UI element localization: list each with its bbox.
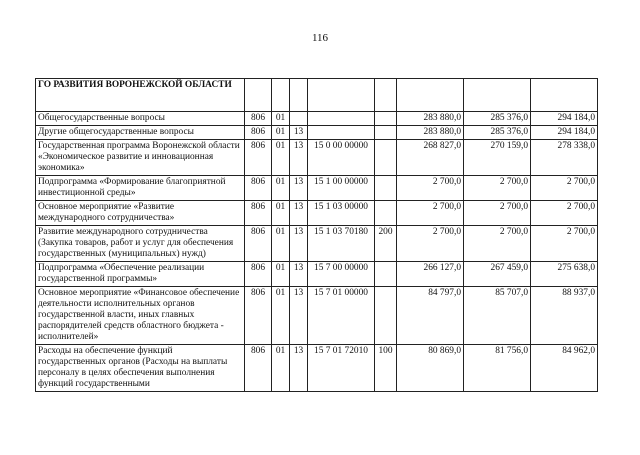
- amount-year1-cell: 2 700,0: [397, 226, 464, 262]
- table-row: [36, 126, 598, 140]
- amount-year2-cell: 267 459,0: [464, 262, 531, 287]
- admin-code-cell: 806: [245, 262, 272, 287]
- amount-year1-cell: 283 880,0: [397, 112, 464, 126]
- row-name-cell: Подпрограмма «Формирование благоприятной инвестиционной среды»: [36, 176, 245, 201]
- section-code-cell: 01: [272, 226, 290, 262]
- section-code-cell: 01: [272, 112, 290, 126]
- empty-cell: [375, 79, 397, 112]
- target-article-cell: 15 1 00 00000: [308, 176, 375, 201]
- budget-table: [35, 78, 598, 392]
- amount-year3-cell: 294 184,0: [531, 126, 598, 140]
- amount-year3-cell: 84 962,0: [531, 345, 598, 392]
- amount-year1-cell: 80 869,0: [397, 345, 464, 392]
- empty-cell: [464, 79, 531, 112]
- admin-code-cell: 806: [245, 345, 272, 392]
- table-header-row: [36, 79, 598, 112]
- amount-year1-cell: 2 700,0: [397, 176, 464, 201]
- section-code-cell: 01: [272, 287, 290, 345]
- amount-year2-cell: 2 700,0: [464, 201, 531, 226]
- empty-cell: [531, 79, 598, 112]
- amount-year2-cell: 2 700,0: [464, 176, 531, 201]
- section-title-cell: ГО РАЗВИТИЯ ВОРОНЕЖСКОЙ ОБЛАСТИ: [36, 79, 245, 112]
- table-row: [36, 262, 598, 287]
- admin-code-cell: 806: [245, 176, 272, 201]
- empty-cell: [272, 79, 290, 112]
- amount-year1-cell: 84 797,0: [397, 287, 464, 345]
- amount-year2-cell: 2 700,0: [464, 226, 531, 262]
- subsection-code-cell: 13: [290, 287, 308, 345]
- amount-year3-cell: 294 184,0: [531, 112, 598, 126]
- subsection-code-cell: 13: [290, 201, 308, 226]
- row-name-cell: Другие общегосударственные вопросы: [36, 126, 245, 140]
- expense-type-cell: [375, 262, 397, 287]
- amount-year3-cell: 2 700,0: [531, 201, 598, 226]
- table-row: [36, 201, 598, 226]
- amount-year2-cell: 81 756,0: [464, 345, 531, 392]
- section-code-cell: 01: [272, 262, 290, 287]
- amount-year1-cell: 266 127,0: [397, 262, 464, 287]
- empty-cell: [245, 79, 272, 112]
- row-name-cell: Основное мероприятие «Финансовое обеспечение деятельности исполнительных органов государственной власти, иных главных распорядителей средств областного бюджета - исполнителей»: [36, 287, 245, 345]
- section-code-cell: 01: [272, 126, 290, 140]
- target-article-cell: 15 1 03 70180: [308, 226, 375, 262]
- empty-cell: [290, 79, 308, 112]
- target-article-cell: 15 7 00 00000: [308, 262, 375, 287]
- amount-year2-cell: 85 707,0: [464, 287, 531, 345]
- section-code-cell: 01: [272, 176, 290, 201]
- subsection-code-cell: 13: [290, 126, 308, 140]
- amount-year2-cell: 270 159,0: [464, 140, 531, 176]
- section-code-cell: 01: [272, 201, 290, 226]
- empty-cell: [308, 79, 375, 112]
- table-row: [36, 287, 598, 345]
- section-code-cell: 01: [272, 140, 290, 176]
- amount-year1-cell: 2 700,0: [397, 201, 464, 226]
- table-row: [36, 345, 598, 392]
- admin-code-cell: 806: [245, 201, 272, 226]
- table-row: [36, 226, 598, 262]
- target-article-cell: 15 0 00 00000: [308, 140, 375, 176]
- amount-year1-cell: 283 880,0: [397, 126, 464, 140]
- row-name-cell: Развитие международного сотрудничества (Закупка товаров, работ и услуг для обеспечения государственных (муниципальных) нужд): [36, 226, 245, 262]
- row-name-cell: Расходы на обеспечение функций государственных органов (Расходы на выплаты персоналу в целях обеспечения выполнения функций государственными: [36, 345, 245, 392]
- subsection-code-cell: [290, 112, 308, 126]
- admin-code-cell: 806: [245, 226, 272, 262]
- page-number: 116: [311, 32, 329, 44]
- subsection-code-cell: 13: [290, 140, 308, 176]
- budget-table-body: [36, 79, 598, 392]
- expense-type-cell: [375, 140, 397, 176]
- target-article-cell: [308, 112, 375, 126]
- expense-type-cell: [375, 126, 397, 140]
- table-row: [36, 112, 598, 126]
- target-article-cell: 15 1 03 00000: [308, 201, 375, 226]
- subsection-code-cell: 13: [290, 176, 308, 201]
- admin-code-cell: 806: [245, 126, 272, 140]
- admin-code-cell: 806: [245, 140, 272, 176]
- expense-type-cell: [375, 112, 397, 126]
- table-row: [36, 140, 598, 176]
- subsection-code-cell: 13: [290, 345, 308, 392]
- target-article-cell: 15 7 01 72010: [308, 345, 375, 392]
- row-name-cell: Общегосударственные вопросы: [36, 112, 245, 126]
- expense-type-cell: [375, 176, 397, 201]
- amount-year3-cell: 88 937,0: [531, 287, 598, 345]
- row-name-cell: Государственная программа Воронежской области «Экономическое развитие и инновационная экономика»: [36, 140, 245, 176]
- amount-year2-cell: 285 376,0: [464, 126, 531, 140]
- empty-cell: [397, 79, 464, 112]
- admin-code-cell: 806: [245, 112, 272, 126]
- amount-year3-cell: 275 638,0: [531, 262, 598, 287]
- amount-year2-cell: 285 376,0: [464, 112, 531, 126]
- expense-type-cell: [375, 201, 397, 226]
- row-name-cell: Подпрограмма «Обеспечение реализации государственной программы»: [36, 262, 245, 287]
- amount-year1-cell: 268 827,0: [397, 140, 464, 176]
- admin-code-cell: 806: [245, 287, 272, 345]
- subsection-code-cell: 13: [290, 262, 308, 287]
- subsection-code-cell: 13: [290, 226, 308, 262]
- amount-year3-cell: 2 700,0: [531, 176, 598, 201]
- expense-type-cell: 200: [375, 226, 397, 262]
- expense-type-cell: 100: [375, 345, 397, 392]
- target-article-cell: 15 7 01 00000: [308, 287, 375, 345]
- table-row: [36, 176, 598, 201]
- expense-type-cell: [375, 287, 397, 345]
- target-article-cell: [308, 126, 375, 140]
- amount-year3-cell: 278 338,0: [531, 140, 598, 176]
- row-name-cell: Основное мероприятие «Развитие международного сотрудничества»: [36, 201, 245, 226]
- amount-year3-cell: 2 700,0: [531, 226, 598, 262]
- section-code-cell: 01: [272, 345, 290, 392]
